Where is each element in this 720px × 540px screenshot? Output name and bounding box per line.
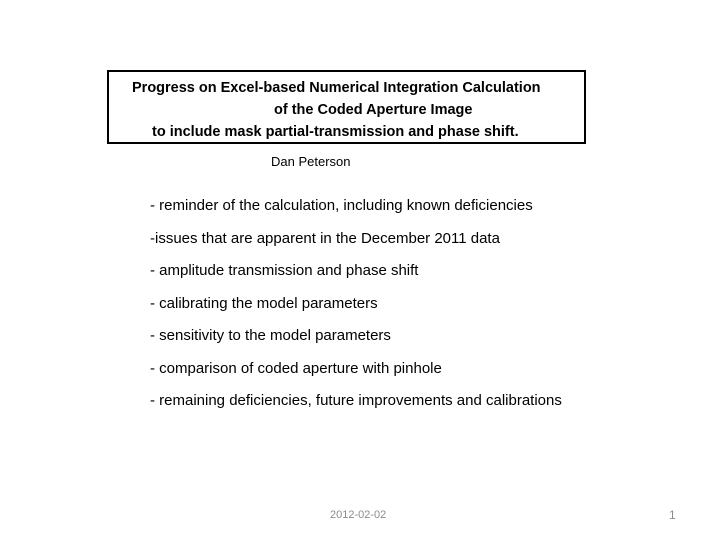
title-box [107, 70, 586, 144]
author-name: Dan Peterson [271, 154, 351, 169]
title-line-2: of the Coded Aperture Image [274, 102, 473, 118]
title-line-1: Progress on Excel-based Numerical Integration Calculation [132, 80, 541, 96]
title-line-3: to include mask partial-transmission and phase shift. [152, 124, 519, 140]
slide-number: 1 [669, 508, 676, 522]
list-item: - reminder of the calculation, including known deficiencies [150, 197, 533, 214]
agenda-list [150, 196, 562, 424]
list-item: - sensitivity to the model parameters [150, 327, 391, 344]
list-item: - comparison of coded aperture with pinhole [150, 359, 442, 377]
footer-date: 2012-02-02 [330, 509, 387, 521]
list-item: - calibrating the model parameters [150, 294, 378, 312]
list-item: - amplitude transmission and phase shift [150, 262, 419, 279]
list-item: - remaining deficiencies, future improvements and calibrations [150, 392, 562, 409]
list-item: -issues that are apparent in the December 2011 data [150, 229, 500, 247]
